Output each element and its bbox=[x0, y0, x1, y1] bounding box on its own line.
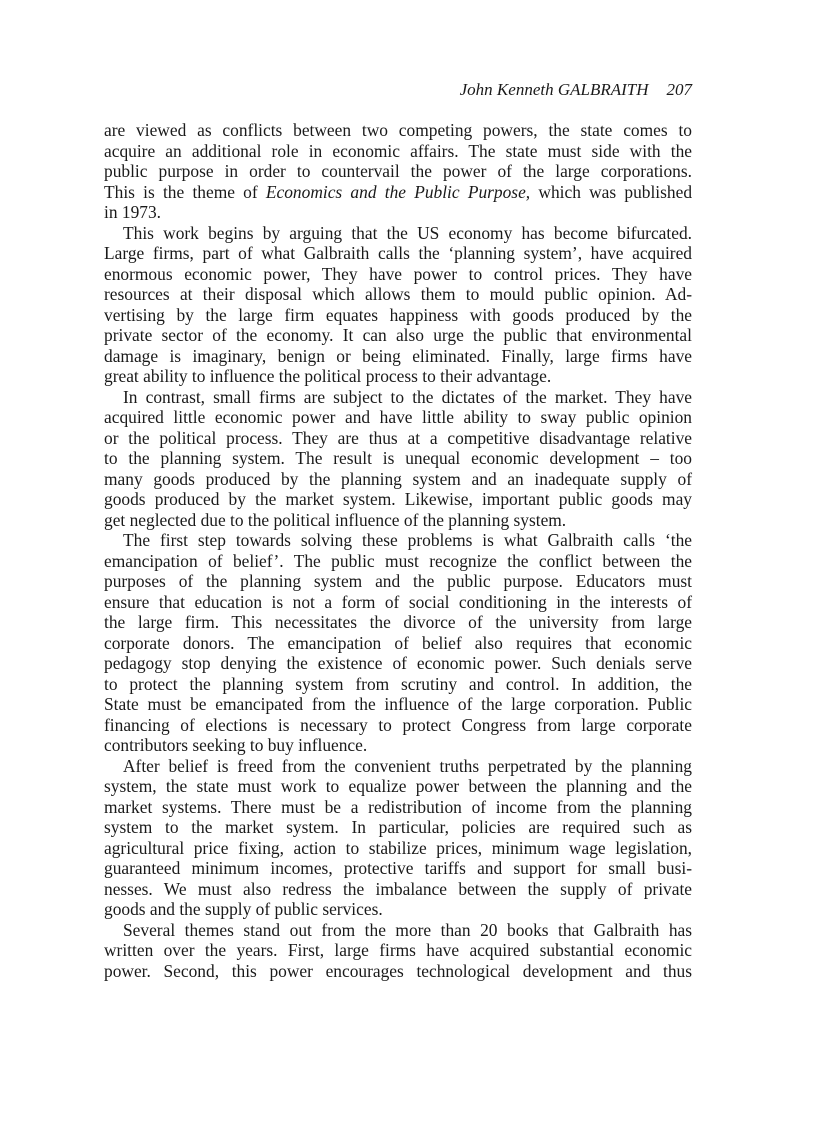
text-line bbox=[104, 243, 692, 264]
text-segment: After belief is freed from the convenient truths perpetrated by the planning bbox=[123, 755, 692, 776]
text-segment: Large firms, part of what Galbraith calls the ‘planning system’, have acquired bbox=[104, 243, 692, 263]
text-segment: damage is imaginary, benign or being eliminated. Finally, large firms have bbox=[104, 345, 692, 366]
book-title: Economics and the Public Purpose, bbox=[265, 181, 531, 202]
paragraph bbox=[104, 756, 692, 920]
text-line bbox=[104, 653, 692, 674]
text-segment: nesses. We must also redress the imbalance between the supply of private bbox=[104, 878, 692, 899]
text-segment: guaranteed minimum incomes, protective tariffs and support for small busi- bbox=[104, 858, 692, 878]
text-line bbox=[104, 756, 692, 777]
text-segment: vertising by the large firm equates happiness with goods produced by the bbox=[104, 304, 692, 325]
text-segment: acquire an additional role in economic affairs. The state must side with the bbox=[104, 140, 692, 161]
text-segment: enormous economic power, They have power to control prices. They have bbox=[104, 263, 692, 284]
text-segment: In contrast, small firms are subject to the dictates of the market. They have bbox=[123, 386, 692, 407]
text-segment: purposes of the planning system and the public purpose. Educators must bbox=[104, 571, 692, 591]
text-segment: are viewed as conflicts between two competing powers, the state comes to bbox=[104, 120, 692, 140]
text-segment: great ability to influence the political process to their advantage. bbox=[104, 366, 552, 386]
text-segment: get neglected due to the political influence of the planning system. bbox=[104, 509, 567, 530]
text-segment: This work begins by arguing that the US economy has become bifurcated. bbox=[123, 222, 692, 243]
text-line bbox=[104, 366, 692, 387]
text-line bbox=[104, 120, 692, 141]
running-title: John Kenneth GALBRAITH bbox=[459, 80, 649, 99]
text-line bbox=[104, 551, 692, 572]
text-line bbox=[104, 202, 692, 223]
text-segment: written over the years. First, large firms have acquired substantial economic bbox=[104, 940, 692, 960]
text-segment: Several themes stand out from the more than 20 books that Galbraith has bbox=[123, 919, 692, 940]
text-line bbox=[104, 305, 692, 326]
text-line bbox=[104, 182, 692, 203]
text-line bbox=[104, 284, 692, 305]
text-segment: many goods produced by the planning system and an inadequate supply of bbox=[104, 468, 692, 489]
text-line bbox=[104, 879, 692, 900]
text-segment: State must be emancipated from the influence of the large corporation. Public bbox=[104, 694, 692, 714]
text-segment: to the planning system. The result is unequal economic development – too bbox=[104, 448, 692, 468]
page-number: 207 bbox=[666, 80, 692, 99]
text-line bbox=[104, 448, 692, 469]
text-line bbox=[104, 715, 692, 736]
text-segment: This is the theme of bbox=[104, 181, 266, 202]
text-line bbox=[104, 510, 692, 531]
text-segment: agricultural price fixing, action to stabilize prices, minimum wage legislation, bbox=[104, 837, 692, 858]
text-segment: or the political process. They are thus at a competitive disadvantage relative bbox=[104, 427, 692, 448]
text-segment: acquired little economic power and have little ability to sway public opinion bbox=[104, 407, 692, 427]
text-line bbox=[104, 940, 692, 961]
text-line bbox=[104, 674, 692, 695]
text-line bbox=[104, 161, 692, 182]
text-segment: to protect the planning system from scrutiny and control. In addition, the bbox=[104, 673, 692, 694]
text-segment: ensure that education is not a form of social conditioning in the interests of bbox=[104, 591, 692, 612]
text-segment: goods produced by the market system. Likewise, important public goods may bbox=[104, 489, 692, 509]
text-line bbox=[104, 571, 692, 592]
text-line bbox=[104, 428, 692, 449]
text-line bbox=[104, 858, 692, 879]
paragraph bbox=[104, 120, 692, 223]
text-segment: goods and the supply of public services. bbox=[104, 899, 383, 919]
text-segment: which was published bbox=[530, 181, 693, 202]
text-line bbox=[104, 387, 692, 408]
paragraph bbox=[104, 530, 692, 756]
text-line bbox=[104, 264, 692, 285]
paragraph bbox=[104, 387, 692, 531]
running-header bbox=[460, 80, 692, 100]
text-segment: system, the state must work to equalize power between the planning and the bbox=[104, 776, 692, 796]
text-line bbox=[104, 961, 692, 982]
text-line bbox=[104, 223, 692, 244]
text-line bbox=[104, 325, 692, 346]
text-line bbox=[104, 817, 692, 838]
text-line bbox=[104, 489, 692, 510]
text-segment: emancipation of belief’. The public must recognize the conflict between the bbox=[104, 550, 692, 571]
paragraph bbox=[104, 223, 692, 387]
text-segment: power. Second, this power encourages technological development and thus bbox=[104, 960, 692, 981]
text-line bbox=[104, 633, 692, 654]
text-segment: market systems. There must be a redistribution of income from the planning bbox=[104, 796, 692, 817]
text-segment: resources at their disposal which allows them to mould public opinion. Ad- bbox=[104, 284, 692, 304]
text-line bbox=[104, 141, 692, 162]
text-segment: The first step towards solving these problems is what Galbraith calls ‘the bbox=[123, 530, 692, 550]
text-line bbox=[104, 776, 692, 797]
text-line bbox=[104, 592, 692, 613]
text-line bbox=[104, 899, 692, 920]
text-segment: financing of elections is necessary to protect Congress from large corporate bbox=[104, 714, 692, 735]
text-line bbox=[104, 838, 692, 859]
text-line bbox=[104, 346, 692, 367]
text-line bbox=[104, 920, 692, 941]
text-line bbox=[104, 530, 692, 551]
text-segment: contributors seeking to buy influence. bbox=[104, 735, 368, 755]
paragraph bbox=[104, 920, 692, 982]
text-segment: private sector of the economy. It can also urge the public that environmental bbox=[104, 325, 692, 345]
body-text bbox=[104, 120, 692, 981]
text-segment: public purpose in order to countervail the power of the large corporations. bbox=[104, 161, 692, 181]
text-line bbox=[104, 469, 692, 490]
text-segment: the large firm. This necessitates the divorce of the university from large bbox=[104, 612, 692, 632]
text-line bbox=[104, 612, 692, 633]
text-line bbox=[104, 694, 692, 715]
text-line bbox=[104, 407, 692, 428]
text-segment: pedagogy stop denying the existence of economic power. Such denials serve bbox=[104, 653, 692, 673]
text-segment: system to the market system. In particular, policies are required such as bbox=[104, 817, 692, 837]
text-segment: corporate donors. The emancipation of belief also requires that economic bbox=[104, 632, 692, 653]
text-segment: in 1973. bbox=[104, 202, 162, 222]
text-line bbox=[104, 735, 692, 756]
text-line bbox=[104, 797, 692, 818]
